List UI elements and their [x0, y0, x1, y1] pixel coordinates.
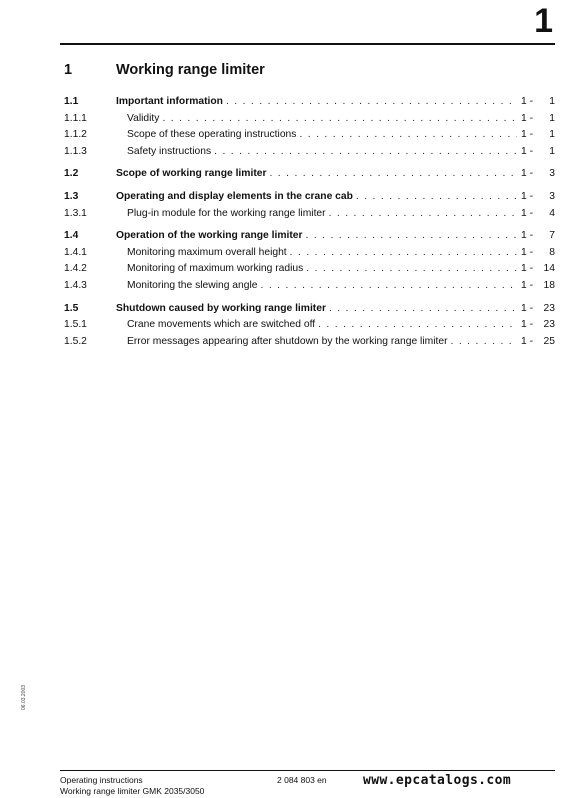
- toc-dot-leader: [329, 301, 517, 318]
- toc-page-chapter: 1 -: [521, 246, 534, 258]
- toc-entry-title: Safety instructions: [127, 145, 212, 157]
- toc-page-chapter: 1 -: [521, 129, 534, 141]
- toc-page-number: 14: [543, 263, 555, 275]
- toc-dot-leader: [329, 206, 517, 223]
- toc-entry-title: Validity: [127, 112, 160, 124]
- toc-entry[interactable]: [64, 94, 555, 111]
- toc-entry-title: Monitoring of maximum working radius: [127, 263, 304, 275]
- toc-entry[interactable]: [64, 111, 555, 128]
- toc-page-chapter: 1 -: [521, 335, 534, 347]
- chapter-heading: [64, 62, 554, 84]
- toc-entry-title: Important information: [116, 96, 223, 107]
- toc-page-chapter: 1 -: [521, 112, 534, 124]
- toc-entry-number: 1.4.3: [64, 279, 87, 291]
- toc-entry[interactable]: [64, 144, 555, 161]
- toc-entry-number: 1.2: [64, 168, 79, 180]
- toc-page-number: 3: [549, 168, 555, 180]
- toc-entry-page: [517, 301, 555, 318]
- toc-entry-number: 1.5.1: [64, 319, 87, 331]
- toc-entry-line: [116, 166, 555, 183]
- toc-entry-page: [517, 317, 555, 334]
- toc-entry-page: [517, 261, 555, 278]
- chapter-heading-number: 1: [64, 62, 73, 78]
- chapter-heading-title: Working range limiter: [116, 62, 265, 78]
- toc-entry-title: Monitoring the slewing angle: [127, 279, 258, 291]
- toc-dot-leader: [290, 245, 517, 262]
- toc-dot-leader: [356, 189, 517, 206]
- toc-dot-leader: [261, 278, 517, 295]
- toc-entry-line: [127, 111, 555, 128]
- toc-entry-line: [127, 261, 555, 278]
- toc-entry-line: [116, 94, 555, 111]
- toc-page-chapter: 1 -: [521, 190, 534, 202]
- toc-entry-line: [127, 127, 555, 144]
- toc-entry-page: [517, 206, 555, 223]
- toc-page-chapter: 1 -: [521, 302, 534, 314]
- toc-entry[interactable]: [64, 206, 555, 223]
- toc-entry-number: 1.1: [64, 96, 79, 107]
- toc-page-number: 23: [543, 319, 555, 331]
- toc-entry-title: Plug-in module for the working range limiter: [127, 207, 326, 219]
- toc-entry-line: [127, 144, 555, 161]
- toc-entry-title: Scope of working range limiter: [116, 168, 267, 180]
- toc-page-chapter: 1 -: [521, 207, 534, 219]
- toc-entry[interactable]: [64, 334, 555, 351]
- toc-page-chapter: 1 -: [521, 279, 534, 291]
- toc-page-chapter: 1 -: [521, 168, 534, 180]
- toc-entry-title: Monitoring maximum overall height: [127, 246, 287, 258]
- toc-entry-number: 1.3: [64, 190, 79, 202]
- toc-page-number: 1: [549, 129, 555, 141]
- chapter-number: 1: [534, 2, 553, 40]
- side-date-stamp: [21, 684, 33, 734]
- toc-page-number: 3: [549, 190, 555, 202]
- toc-page-number: 18: [543, 279, 555, 291]
- toc-entry-page: [517, 144, 555, 161]
- footer-doc-subject: Working range limiter GMK 2035/3050: [60, 786, 205, 796]
- header-divider: [60, 43, 555, 45]
- toc-page-number: 4: [549, 207, 555, 219]
- toc-entry-page: [517, 334, 555, 351]
- toc-page-number: 1: [549, 96, 555, 107]
- toc-entry-title: Shutdown caused by working range limiter: [116, 302, 326, 314]
- toc-entry[interactable]: [64, 127, 555, 144]
- toc-dot-leader: [451, 334, 517, 351]
- toc-entry-title: Error messages appearing after shutdown by the working range limiter: [127, 335, 448, 347]
- toc-page-chapter: 1 -: [521, 230, 534, 242]
- toc-entry-number: 1.5: [64, 302, 79, 314]
- toc-entry-number: 1.4.1: [64, 246, 87, 258]
- toc-entry-line: [127, 245, 555, 262]
- toc-entry-title: Operation of the working range limiter: [116, 230, 303, 242]
- toc-entry[interactable]: [64, 317, 555, 334]
- toc-entry-page: [517, 127, 555, 144]
- toc-entry[interactable]: [64, 166, 555, 183]
- toc-entry-title: Scope of these operating instructions: [127, 129, 297, 141]
- footer-divider: [60, 770, 555, 771]
- toc-entry-number: 1.1.2: [64, 129, 87, 141]
- toc-dot-leader: [306, 228, 517, 245]
- toc-dot-leader: [299, 127, 517, 144]
- toc-entry[interactable]: [64, 189, 555, 206]
- toc-entry-line: [127, 317, 555, 334]
- toc-entry-title: Crane movements which are switched off: [127, 319, 316, 331]
- toc-page-chapter: 1 -: [521, 263, 534, 275]
- toc-dot-leader: [318, 317, 517, 334]
- toc-page-number: 8: [549, 246, 555, 258]
- side-date-text: 06.03.2003: [21, 684, 27, 710]
- toc-entry-line: [116, 228, 555, 245]
- toc-entry-number: 1.4: [64, 230, 79, 242]
- footer-doc-type: Operating instructions: [60, 775, 143, 785]
- toc-entry-page: [517, 94, 555, 111]
- toc-entry-line: [116, 301, 555, 318]
- toc-dot-leader: [306, 261, 517, 278]
- toc-entry-line: [127, 278, 555, 295]
- toc-entry-page: [517, 245, 555, 262]
- table-of-contents: [64, 94, 555, 350]
- toc-entry-line: [127, 334, 555, 351]
- toc-dot-leader: [269, 166, 517, 183]
- toc-dot-leader: [226, 94, 517, 111]
- watermark: www.epcatalogs.com: [363, 773, 512, 788]
- toc-dot-leader: [214, 144, 517, 161]
- toc-page-chapter: 1 -: [521, 145, 534, 157]
- toc-entry-line: [127, 206, 555, 223]
- toc-page-number: 1: [549, 112, 555, 124]
- toc-entry-number: 1.1.1: [64, 112, 87, 124]
- toc-page-number: 7: [549, 230, 555, 242]
- toc-page-number: 23: [543, 302, 555, 314]
- toc-entry-number: 1.5.2: [64, 335, 87, 347]
- toc-entry-page: [517, 278, 555, 295]
- toc-entry-page: [517, 189, 555, 206]
- toc-entry-number: 1.1.3: [64, 145, 87, 157]
- toc-entry-title: Operating and display elements in the crane cab: [116, 190, 353, 202]
- toc-entry-line: [116, 189, 555, 206]
- toc-entry-page: [517, 228, 555, 245]
- toc-entry[interactable]: [64, 228, 555, 245]
- toc-page-chapter: 1 -: [521, 319, 534, 331]
- toc-entry[interactable]: [64, 245, 555, 262]
- toc-entry-page: [517, 111, 555, 128]
- toc-entry-number: 1.4.2: [64, 263, 87, 275]
- toc-entry-number: 1.3.1: [64, 207, 87, 219]
- toc-page-number: 1: [549, 145, 555, 157]
- toc-page-chapter: 1 -: [521, 96, 534, 107]
- toc-entry-page: [517, 166, 555, 183]
- toc-entry[interactable]: [64, 301, 555, 318]
- footer-doc-number: 2 084 803 en: [277, 775, 327, 785]
- toc-page-number: 25: [543, 335, 555, 347]
- toc-entry[interactable]: [64, 278, 555, 295]
- toc-entry[interactable]: [64, 261, 555, 278]
- toc-dot-leader: [162, 111, 517, 128]
